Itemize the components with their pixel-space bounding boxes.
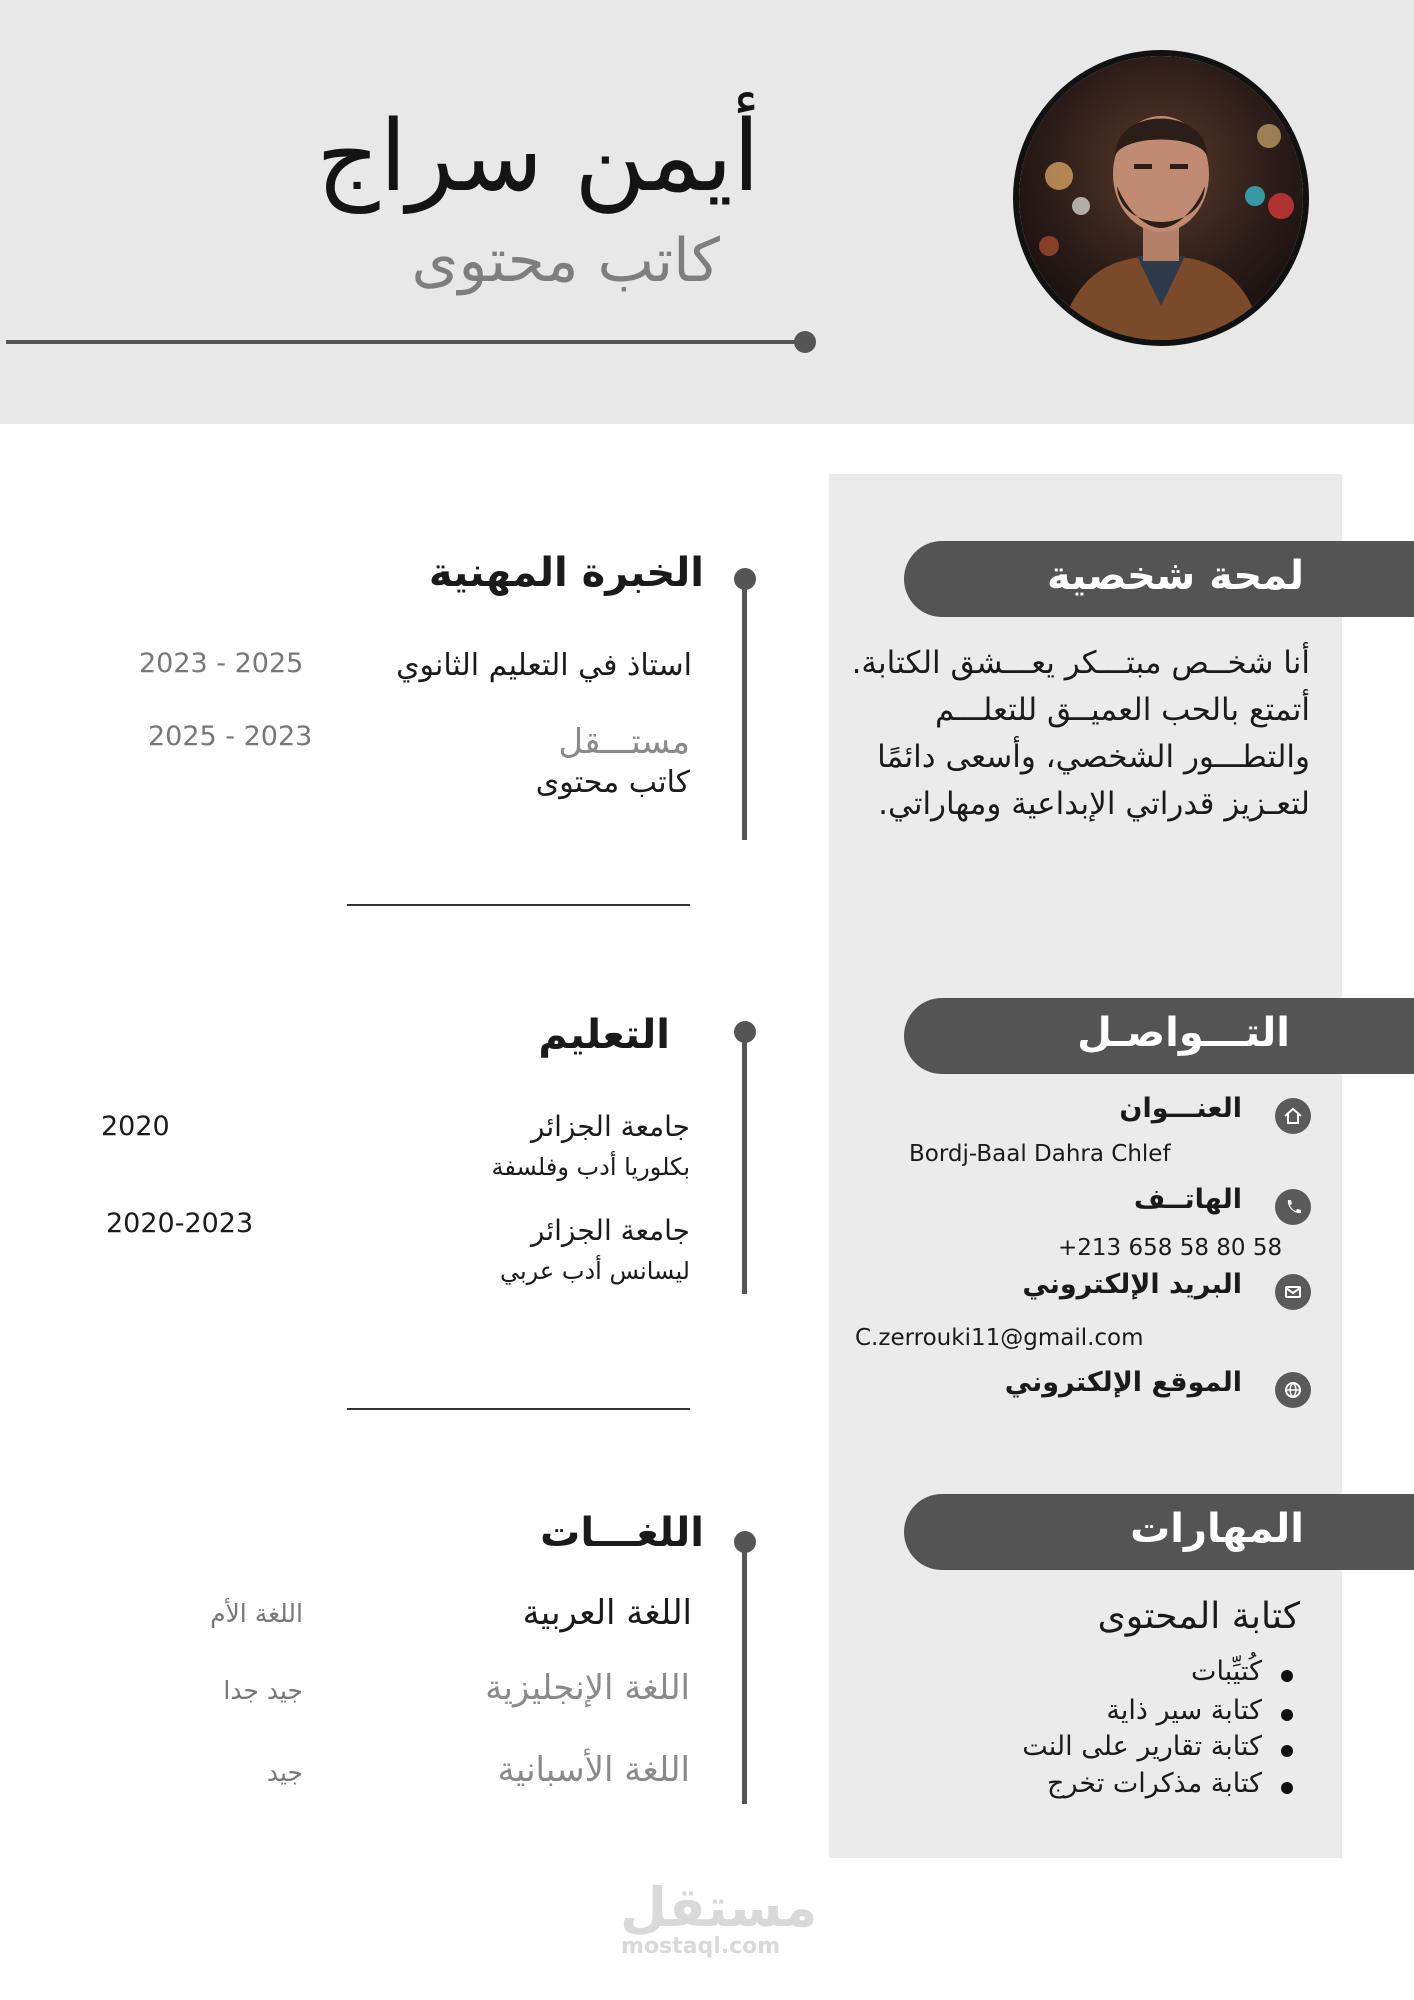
- experience-dates: 2023 - 2025: [139, 648, 304, 679]
- watermark-url: mostaql.com: [621, 1934, 781, 1959]
- bullet-icon: [1281, 1745, 1293, 1757]
- globe-icon: [1275, 1372, 1311, 1408]
- contact-heading: التـــواصـل: [1077, 1010, 1290, 1056]
- language-name: اللغة العربية: [522, 1593, 692, 1633]
- person-name: أيمن سراج: [316, 100, 760, 214]
- timeline-line: [742, 582, 747, 840]
- experience-title: مستـــقل: [558, 722, 690, 762]
- email-icon: [1275, 1274, 1311, 1310]
- education-degree: ليسانس أدب عربي: [499, 1257, 690, 1285]
- languages-heading: اللغـــات: [540, 1510, 704, 1556]
- bullet-icon: [1281, 1782, 1293, 1794]
- phone-value: +213 658 58 80 58: [1058, 1235, 1283, 1261]
- experience-heading: الخبرة المهنية: [428, 550, 704, 596]
- language-level: اللغة الأم: [210, 1599, 303, 1628]
- skill-item: كتابة تقارير على النت: [1022, 1731, 1262, 1762]
- education-heading: التعليم: [538, 1012, 670, 1058]
- home-icon: [1275, 1098, 1311, 1134]
- address-label: العنـــوان: [1119, 1093, 1242, 1124]
- skills-heading: المهارات: [1130, 1506, 1304, 1552]
- section-separator: [347, 904, 690, 906]
- address-value: Bordj-Baal Dahra Chlef: [909, 1141, 1171, 1167]
- education-degree: بكلوريا أدب وفلسفة: [491, 1153, 690, 1181]
- website-label: الموقع الإلكتروني: [1004, 1367, 1242, 1398]
- header-divider: [6, 340, 802, 344]
- experience-title: استاذ في التعليم الثانوي: [396, 648, 692, 683]
- email-value: C.zerrouki11@gmail.com: [855, 1325, 1144, 1351]
- phone-icon: [1275, 1189, 1311, 1225]
- section-separator: [347, 1408, 690, 1410]
- language-name: اللغة الأسبانية: [497, 1750, 690, 1790]
- skill-item: كتابة سير ذاية: [1106, 1695, 1262, 1726]
- education-school: جامعة الجزائر: [530, 1214, 690, 1247]
- skill-item: كُتيِّبات: [1191, 1656, 1262, 1687]
- experience-subtitle: كاتب محتوى: [535, 765, 690, 800]
- portrait-image: [1019, 56, 1303, 340]
- header-divider-dot: [794, 331, 816, 353]
- timeline-line: [742, 1034, 747, 1294]
- language-name: اللغة الإنجليزية: [485, 1668, 690, 1708]
- skills-subheading: كتابة المحتوى: [1097, 1596, 1300, 1637]
- language-level: جيد: [266, 1758, 303, 1787]
- job-title: كاتب محتوى: [411, 226, 720, 296]
- experience-dates: 2025 - 2023: [148, 721, 313, 752]
- watermark-logo: مستقل: [620, 1876, 818, 1939]
- language-level: جيد جدا: [223, 1676, 303, 1705]
- profile-heading: لمحة شخصية: [1046, 553, 1304, 599]
- phone-label: الهاتــف: [1133, 1184, 1242, 1215]
- profile-text: أنا شخــص مبتـــكر يعـــشق الكتابة. أتمتع بالحب العميــق للتعلـــم والتطـــور الشخصي، وأسعى دائمًا لتعـزيز قدراتي الإبداعية ومهاراتي.: [851, 645, 1310, 822]
- education-school: جامعة الجزائر: [530, 1110, 690, 1143]
- education-year: 2020-2023: [106, 1208, 254, 1239]
- bullet-icon: [1281, 1709, 1293, 1721]
- skill-item: كتابة مذكرات تخرج: [1047, 1768, 1262, 1799]
- bullet-icon: [1281, 1670, 1293, 1682]
- email-label: البريد الإلكتروني: [1022, 1269, 1242, 1300]
- timeline-line: [742, 1544, 747, 1804]
- education-year: 2020: [101, 1111, 170, 1142]
- profile-photo: [1013, 50, 1309, 346]
